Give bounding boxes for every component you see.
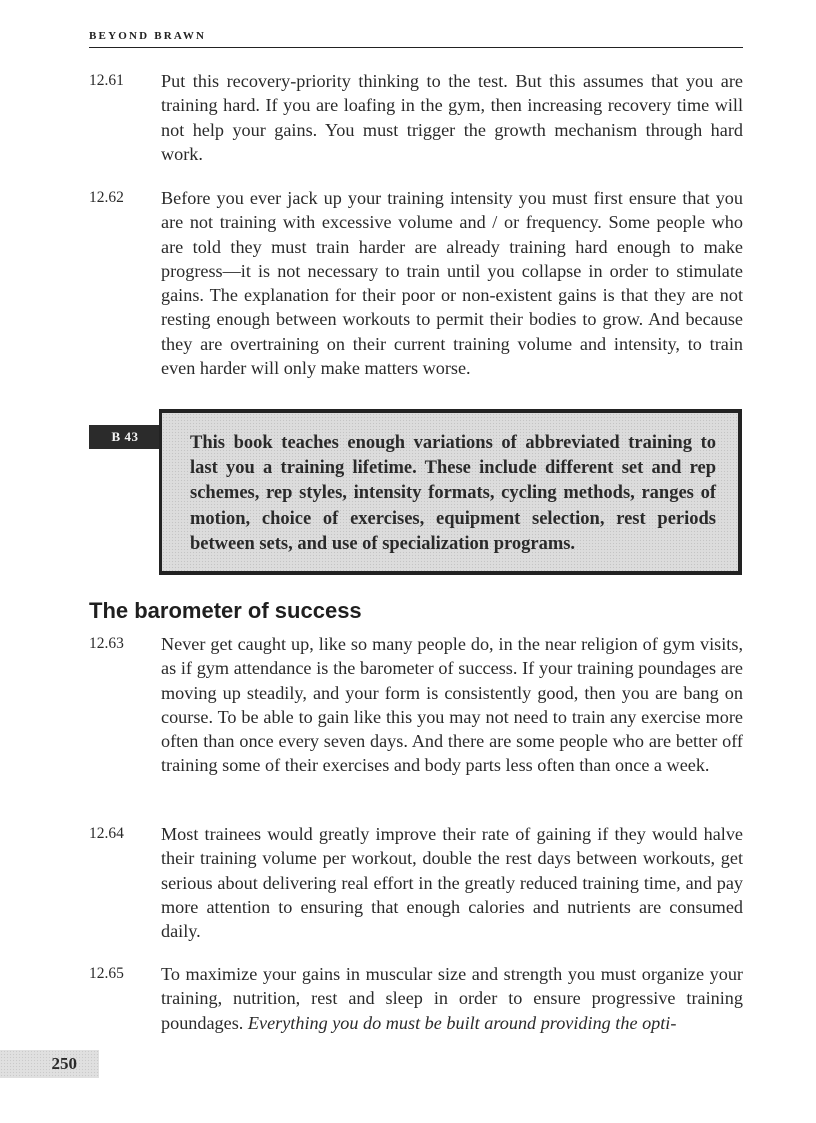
page-number: 250: [0, 1050, 99, 1078]
paragraph-text: Most trainees would greatly improve their rate of gaining if they would halve their training volume per workout, double the rest days between workouts, get serious about delivering real effort in the greatly reduced training time, and pay more attention to ensuring that enough calories and nutrients are consumed daily.: [161, 824, 743, 942]
paragraph-number: 12.61: [89, 72, 124, 89]
callout-text: This book teaches enough variations of abbreviated training to last you a training lifetime. These include different set and rep schemes, rep styles, intensity formats, cycling methods, ranges of motion, choice of exercises, equipment selection, rest periods between sets, and use of specialization programs.: [190, 433, 716, 554]
paragraph-number: 12.64: [89, 825, 124, 842]
callout-box: [159, 409, 742, 575]
paragraph-text: [161, 962, 743, 1035]
paragraph-text-emphasis: Everything you do must be built around providing the opti-: [247, 1012, 677, 1033]
paragraph-text: Put this recovery-priority thinking to the test. But this assumes that you are training hard. If you are loafing in the gym, then increasing recovery time will not help your gains. You must trigger the growth mechanism through hard work.: [161, 71, 743, 164]
paragraph-12-61: [89, 69, 743, 166]
paragraph-12-64: [89, 822, 743, 943]
paragraph-number: 12.62: [89, 189, 124, 206]
callout-tag: B 43: [89, 425, 161, 449]
section-heading: The barometer of success: [89, 598, 362, 623]
paragraph-text-plain: To maximize your gains in muscular size and strength you must organize your training, nutrition, rest and sleep in order to ensure progressive training poundages.: [161, 964, 743, 1033]
paragraph-12-62: [89, 186, 743, 380]
paragraph-number: 12.63: [89, 635, 124, 652]
paragraph-text: Never get caught up, like so many people do, in the near religion of gym visits, as if gym attendance is the barometer of success. If your training poundages are moving up steadily, and your form is consistently good, then you are bang on course. To be able to gain like this you may not need to train any exercise more often than once every seven days. And there are some people who are better off training some of their exercises and body parts less often than once a week.: [161, 634, 743, 776]
paragraph-12-63: [89, 632, 743, 778]
running-head: BEYOND BRAWN: [89, 30, 743, 48]
paragraph-number: 12.65: [89, 965, 124, 982]
paragraph-text: Before you ever jack up your training intensity you must first ensure that you are not training with excessive volume and / or frequency. Some people who are told they must train harder are already training hard enough to make progress—it is not necessary to train until you collapse in order to stimulate gains. The explanation for their poor or non-existent gains is that they are not resting enough between workouts to permit their bodies to grow. And because they are overtraining on their current training volume and intensity, to train even harder will only make matters worse.: [161, 188, 743, 379]
paragraph-12-65: [89, 962, 743, 1035]
